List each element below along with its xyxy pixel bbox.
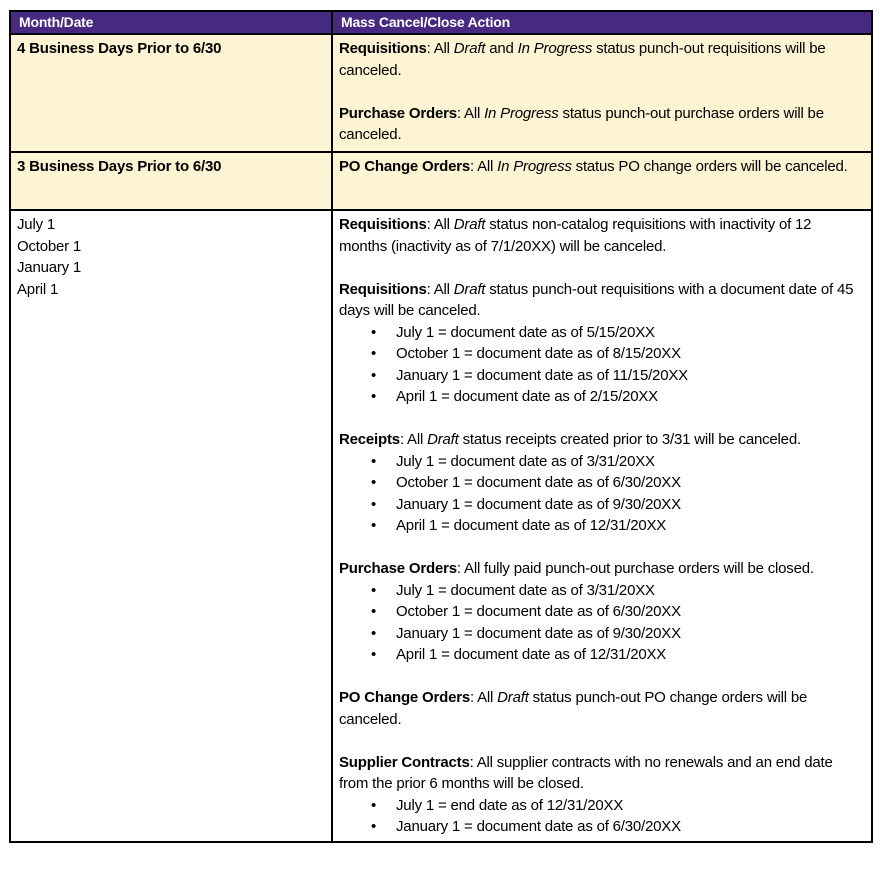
paragraph-spacer [339, 257, 863, 279]
mass-cancel-close-table [9, 10, 873, 843]
bullet-icon: • [371, 581, 377, 599]
bullet-text: January 1 = document date as of 6/30/20XX [396, 818, 681, 835]
text-segment: : All [426, 280, 454, 298]
bullet-text: April 1 = document date as of 2/15/20XX [396, 388, 658, 405]
text-segment: Draft [427, 431, 459, 448]
text-segment: : All [399, 431, 428, 448]
paragraph-spacer [339, 81, 863, 103]
bullet-item [339, 816, 863, 838]
action-cell [332, 34, 872, 152]
date-cell [10, 152, 332, 210]
text-segment: Purchase Orders [339, 560, 457, 577]
text-segment: status punch-out requisitions will be canceled. [339, 40, 826, 79]
bullet-item [339, 795, 863, 817]
bullet-item [339, 580, 863, 602]
text-segment: Draft [453, 216, 486, 233]
bullet-text: October 1 = document date as of 6/30/20XX [396, 603, 681, 620]
bullet-text: January 1 = document date as of 11/15/20XX [396, 366, 688, 384]
bullet-text: October 1 = document date as of 6/30/20XX [396, 474, 681, 491]
text-segment: : All supplier contracts with no renewals and an end date from the prior 6 months will be closed. [339, 753, 833, 792]
bullet-item [339, 515, 863, 537]
date-cell [10, 34, 332, 152]
paragraph-spacer [339, 730, 863, 752]
text-segment: Draft [453, 40, 486, 57]
table-row [10, 152, 872, 210]
table-row [10, 210, 872, 842]
column-header-month-date: Month/Date [10, 11, 332, 34]
bullet-icon: • [371, 452, 377, 470]
date-line: January 1 [17, 259, 82, 276]
bullet-text: July 1 = document date as of 5/15/20XX [396, 323, 655, 341]
bullet-text: October 1 = document date as of 8/15/20XX [396, 345, 681, 362]
bullet-icon: • [371, 603, 377, 620]
bullet-text: July 1 = document date as of 3/31/20XX [396, 581, 655, 599]
bullet-text: April 1 = document date as of 12/31/20XX [396, 517, 667, 534]
text-segment: Draft [453, 280, 486, 298]
column-header-mass-cancel-close-action: Mass Cancel/Close Action [332, 11, 872, 34]
text-segment: : All [426, 40, 454, 57]
bullet-icon: • [371, 796, 377, 814]
bullet-item [339, 343, 863, 365]
text-segment: status non-catalog requisitions with inactivity of 12 months (inactivity as of 7/1/20XX) will be canceled. [339, 216, 812, 255]
text-segment: status PO change orders will be canceled. [571, 158, 848, 175]
bullet-item [339, 386, 863, 408]
action-paragraph [339, 279, 863, 322]
bullet-icon: • [371, 323, 377, 341]
bullet-icon: • [371, 388, 377, 405]
date-line: 4 Business Days Prior to 6/30 [17, 40, 222, 57]
bullet-item [339, 601, 863, 623]
text-segment: status receipts created prior to 3/31 will be canceled. [458, 431, 801, 448]
table-row [10, 34, 872, 152]
text-segment: Draft [497, 689, 529, 706]
bullet-item [339, 365, 863, 387]
text-segment: Supplier Contracts [339, 753, 470, 771]
text-segment: PO Change Orders [339, 158, 471, 175]
bullet-item [339, 451, 863, 473]
bullet-list [339, 451, 863, 537]
bullet-icon: • [371, 517, 377, 534]
text-segment: Requisitions [339, 216, 427, 233]
action-paragraph [339, 752, 863, 795]
text-segment: : All [470, 158, 498, 175]
action-paragraph [339, 687, 863, 730]
bullet-icon: • [371, 646, 377, 663]
text-segment: In Progress [484, 104, 559, 122]
date-cell [10, 210, 332, 842]
bullet-list [339, 795, 863, 838]
bullet-text: January 1 = document date as of 9/30/20XX [396, 624, 681, 642]
bullet-icon: • [371, 818, 377, 835]
paragraph-spacer [339, 666, 863, 688]
bullet-text: April 1 = document date as of 12/31/20XX [396, 646, 667, 663]
bullet-text: July 1 = end date as of 12/31/20XX [396, 796, 624, 814]
action-paragraph [339, 558, 863, 580]
bullet-icon: • [371, 345, 377, 362]
bullet-icon: • [371, 495, 377, 513]
text-segment: In Progress [497, 158, 572, 175]
bullet-item [339, 623, 863, 645]
text-segment: status punch-out purchase orders will be canceled. [339, 104, 824, 143]
text-segment: : All fully paid punch-out purchase orders will be closed. [456, 560, 814, 577]
text-segment: status punch-out PO change orders will be canceled. [339, 689, 808, 728]
bullet-icon: • [371, 624, 377, 642]
bullet-item [339, 494, 863, 516]
bullet-item [339, 644, 863, 666]
bullet-icon: • [371, 366, 377, 384]
date-line: April 1 [17, 280, 59, 298]
bullet-item [339, 472, 863, 494]
action-paragraph [339, 429, 863, 451]
date-line: July 1 [17, 216, 55, 233]
text-segment: : All [426, 216, 454, 233]
paragraph-spacer [339, 408, 863, 430]
bullet-list [339, 322, 863, 408]
action-cell [332, 210, 872, 842]
text-segment: Requisitions [339, 280, 427, 298]
date-line: 3 Business Days Prior to 6/30 [17, 158, 222, 175]
date-line: October 1 [17, 237, 82, 255]
bullet-text: July 1 = document date as of 3/31/20XX [396, 452, 655, 470]
text-segment: status punch-out requisitions with a document date of 45 days will be canceled. [339, 280, 854, 319]
bullet-item [339, 322, 863, 344]
action-cell [332, 152, 872, 210]
text-segment: Requisitions [339, 40, 427, 57]
text-segment: and [485, 40, 518, 57]
text-segment: Receipts [339, 431, 400, 448]
text-segment: : All [456, 104, 485, 122]
action-paragraph [339, 38, 863, 81]
bullet-icon: • [371, 474, 377, 491]
paragraph-spacer [339, 537, 863, 559]
text-segment: PO Change Orders [339, 689, 471, 706]
header-row [10, 11, 872, 34]
action-paragraph [339, 156, 863, 178]
text-segment: : All [470, 689, 498, 706]
text-segment: Purchase Orders [339, 104, 457, 122]
action-paragraph [339, 214, 863, 257]
action-paragraph [339, 103, 863, 146]
bullet-text: January 1 = document date as of 9/30/20XX [396, 495, 681, 513]
text-segment: In Progress [517, 40, 593, 57]
bullet-list [339, 580, 863, 666]
